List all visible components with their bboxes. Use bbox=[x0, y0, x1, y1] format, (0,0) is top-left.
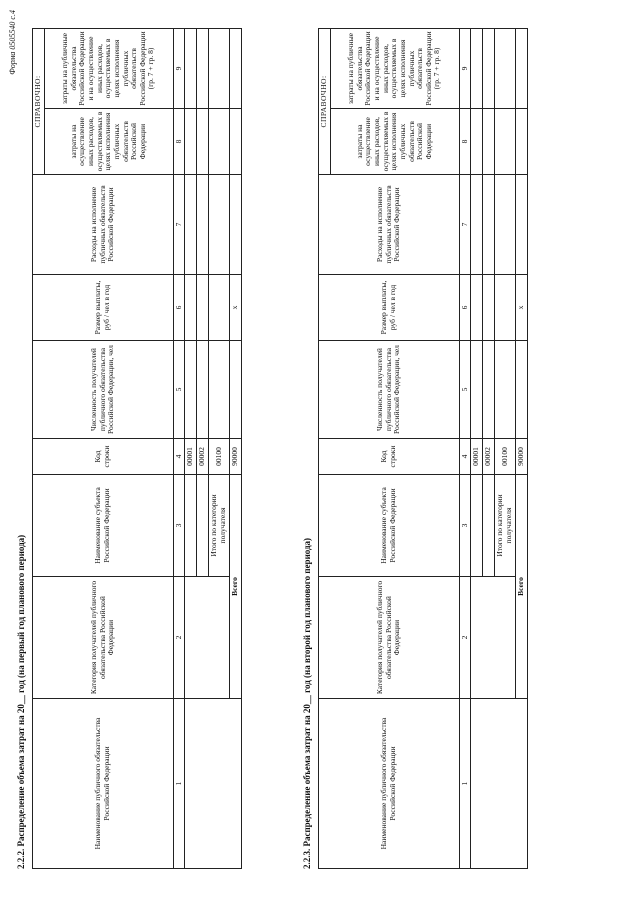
recipient-category-cell[interactable] bbox=[185, 577, 229, 699]
row-code: 90000 bbox=[515, 439, 527, 475]
data-cell[interactable] bbox=[197, 341, 209, 439]
data-cell[interactable] bbox=[185, 28, 197, 108]
data-cell[interactable] bbox=[197, 175, 209, 275]
data-cell[interactable] bbox=[197, 28, 209, 108]
column-number: 7 bbox=[173, 175, 185, 275]
data-cell[interactable] bbox=[495, 109, 515, 175]
data-cell[interactable] bbox=[229, 175, 241, 275]
data-cell[interactable] bbox=[209, 175, 229, 275]
header-expenses: Расходы на исполнение публичных обязательств Российской Федерации bbox=[33, 175, 174, 275]
section-title-second-year: 2.2.3. Распределение объема затрат на 20__ год (на второй год планового периода) bbox=[302, 537, 312, 869]
row-code: 00001 bbox=[185, 439, 197, 475]
subject-name-cell[interactable] bbox=[483, 475, 495, 577]
data-cell[interactable] bbox=[515, 109, 527, 175]
data-cell[interactable] bbox=[185, 275, 197, 341]
data-cell[interactable] bbox=[483, 109, 495, 175]
header-subject-name: Наименование субъекта Российской Федерации bbox=[319, 475, 460, 577]
column-number: 8 bbox=[459, 109, 471, 175]
data-cell[interactable] bbox=[483, 341, 495, 439]
header-other-costs: затраты на осуществление иных расходов, осуществляемых в целях исполнения публичных обязательств Российской Федерации bbox=[330, 109, 459, 175]
data-cell[interactable] bbox=[209, 275, 229, 341]
row-code: 00100 bbox=[209, 439, 229, 475]
column-number: 5 bbox=[459, 341, 471, 439]
total-label: Всего bbox=[229, 475, 241, 699]
row-code: 90000 bbox=[229, 439, 241, 475]
header-recipient-count: Численность получателей публичного обязательства Российской Федерации, чел bbox=[33, 341, 174, 439]
data-cell[interactable] bbox=[471, 28, 483, 108]
header-payment-size: Размер выплаты, руб / чел в год bbox=[33, 275, 174, 341]
subtotal-label: Итого по категории получателя bbox=[495, 475, 515, 577]
row-code: 00001 bbox=[471, 439, 483, 475]
data-cell[interactable] bbox=[483, 275, 495, 341]
data-cell[interactable] bbox=[229, 341, 241, 439]
data-cell[interactable] bbox=[483, 175, 495, 275]
cost-table-first-year bbox=[32, 28, 242, 869]
obligation-name-cell[interactable] bbox=[471, 699, 527, 869]
total-label: Всего bbox=[515, 475, 527, 699]
header-obligation-name: Наименование публичного обязательства Российской Федерации bbox=[319, 699, 460, 869]
recipient-category-cell[interactable] bbox=[471, 577, 515, 699]
x-mark: x bbox=[515, 275, 527, 341]
data-cell[interactable] bbox=[209, 341, 229, 439]
data-cell[interactable] bbox=[515, 28, 527, 108]
data-cell[interactable] bbox=[471, 275, 483, 341]
column-number: 1 bbox=[459, 699, 471, 869]
column-number: 5 bbox=[173, 341, 185, 439]
header-other-costs: затраты на осуществление иных расходов, осуществляемых в целях исполнения публичных обязательств Российской Федерации bbox=[44, 109, 173, 175]
header-total-costs: затраты на публичные обязательства Российской Федерации и на осуществление иных расходов, осуществляемых в целях исполнения публичных обязательств Российской Федерации (гр. 7 + гр. 8) bbox=[330, 28, 459, 108]
column-number: 6 bbox=[173, 275, 185, 341]
data-cell[interactable] bbox=[483, 28, 495, 108]
subject-name-cell[interactable] bbox=[471, 475, 483, 577]
column-number: 9 bbox=[459, 28, 471, 108]
column-number: 6 bbox=[459, 275, 471, 341]
table-row bbox=[185, 28, 197, 868]
data-cell[interactable] bbox=[185, 109, 197, 175]
column-number: 7 bbox=[459, 175, 471, 275]
header-obligation-name: Наименование публичного обязательства Российской Федерации bbox=[33, 699, 174, 869]
column-number: 8 bbox=[173, 109, 185, 175]
header-recipient-category: Категория получателей публичного обязательства Российской Федерации bbox=[33, 577, 174, 699]
column-number: 3 bbox=[173, 475, 185, 577]
header-recipient-count: Численность получателей публичного обязательства Российской Федерации, чел bbox=[319, 341, 460, 439]
header-total-costs: затраты на публичные обязательства Российской Федерации и на осуществление иных расходов, осуществляемых в целях исполнения публичных обязательств Российской Федерации (гр. 7 + гр. 8) bbox=[44, 28, 173, 108]
data-cell[interactable] bbox=[229, 28, 241, 108]
column-number-row bbox=[459, 28, 471, 868]
header-row-code: Код строки bbox=[319, 439, 460, 475]
column-number: 2 bbox=[459, 577, 471, 699]
subject-name-cell[interactable] bbox=[185, 475, 197, 577]
row-code: 00100 bbox=[495, 439, 515, 475]
data-cell[interactable] bbox=[185, 175, 197, 275]
data-cell[interactable] bbox=[495, 275, 515, 341]
header-expenses: Расходы на исполнение публичных обязательств Российской Федерации bbox=[319, 175, 460, 275]
column-number: 4 bbox=[459, 439, 471, 475]
data-cell[interactable] bbox=[197, 109, 209, 175]
data-cell[interactable] bbox=[495, 341, 515, 439]
data-cell[interactable] bbox=[229, 109, 241, 175]
header-recipient-category: Категория получателей публичного обязательства Российской Федерации bbox=[319, 577, 460, 699]
cost-table-second-year bbox=[318, 28, 528, 869]
data-cell[interactable] bbox=[515, 341, 527, 439]
subtotal-label: Итого по категории получателя bbox=[209, 475, 229, 577]
form-number: Форма 0505540 с.4 bbox=[8, 10, 17, 75]
data-cell[interactable] bbox=[185, 341, 197, 439]
obligation-name-cell[interactable] bbox=[185, 699, 241, 869]
row-code: 00002 bbox=[197, 439, 209, 475]
column-number: 9 bbox=[173, 28, 185, 108]
column-number: 1 bbox=[173, 699, 185, 869]
column-number: 4 bbox=[173, 439, 185, 475]
data-cell[interactable] bbox=[471, 175, 483, 275]
section-title-first-year: 2.2.2. Распределение объема затрат на 20__ год (на первый год планового периода) bbox=[16, 534, 26, 869]
data-cell[interactable] bbox=[495, 28, 515, 108]
header-row-code: Код строки bbox=[33, 439, 174, 475]
subject-name-cell[interactable] bbox=[197, 475, 209, 577]
x-mark: x bbox=[229, 275, 241, 341]
data-cell[interactable] bbox=[495, 175, 515, 275]
column-number: 3 bbox=[459, 475, 471, 577]
spravochno-label: СПРАВОЧНО: bbox=[33, 28, 45, 174]
data-cell[interactable] bbox=[197, 275, 209, 341]
data-cell[interactable] bbox=[209, 109, 229, 175]
table-row bbox=[471, 28, 483, 868]
column-number-row bbox=[173, 28, 185, 868]
column-number: 2 bbox=[173, 577, 185, 699]
data-cell[interactable] bbox=[471, 341, 483, 439]
header-subject-name: Наименование субъекта Российской Федерации bbox=[33, 475, 174, 577]
data-cell[interactable] bbox=[471, 109, 483, 175]
data-cell[interactable] bbox=[515, 175, 527, 275]
row-code: 00002 bbox=[483, 439, 495, 475]
data-cell[interactable] bbox=[209, 28, 229, 108]
header-payment-size: Размер выплаты, руб / чел в год bbox=[319, 275, 460, 341]
spravochno-label: СПРАВОЧНО: bbox=[319, 28, 331, 174]
